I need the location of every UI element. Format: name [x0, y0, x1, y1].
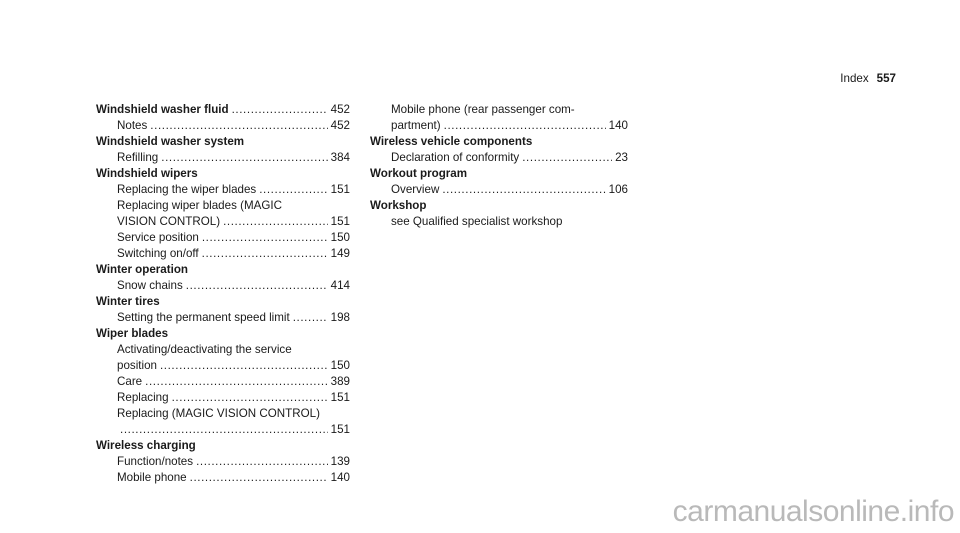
index-entry: [96, 230, 350, 246]
leader-dots: [190, 470, 328, 486]
index-entry-text: Switching on/off: [117, 247, 199, 260]
index-entry: [96, 390, 350, 406]
index-entry-text: Snow chains: [117, 279, 183, 292]
index-entry: [370, 150, 628, 166]
page-ref: 151: [330, 423, 350, 436]
page-ref: 106: [608, 183, 628, 196]
index-entry-text: VISION CONTROL): [117, 215, 221, 228]
index-entry: [96, 422, 350, 438]
leader-dots: [442, 182, 605, 198]
leader-dots: [186, 278, 328, 294]
page-ref: 151: [330, 215, 350, 228]
index-heading: Winter operation: [96, 263, 189, 276]
page-ref: 149: [330, 247, 350, 260]
page-ref: 198: [330, 311, 350, 324]
leader-dots: [232, 102, 328, 118]
index-heading: Workout program: [370, 167, 468, 180]
leader-dots: [196, 454, 328, 470]
index-heading: Windshield wipers: [96, 167, 198, 180]
leader-dots: [202, 230, 328, 246]
index-entry-text: Notes: [117, 119, 148, 132]
index-heading: Workshop: [370, 199, 427, 212]
index-entry-text: position: [117, 359, 157, 372]
index-entry: [370, 182, 628, 198]
leader-dots: [160, 358, 328, 374]
index-entry-text: Mobile phone (rear passenger com-: [391, 103, 575, 116]
index-entry: [96, 278, 350, 294]
index-entry: [96, 358, 350, 374]
leader-dots: [145, 374, 328, 390]
leader-dots: [444, 118, 606, 134]
index-heading: Windshield washer system: [96, 135, 245, 148]
index-column-right: [370, 102, 628, 230]
index-entry-text: Function/notes: [117, 455, 194, 468]
index-entry-text: Replacing (MAGIC VISION CONTROL): [117, 407, 320, 420]
index-entry-text: Setting the permanent speed limit: [117, 311, 290, 324]
index-entry-text: Replacing the wiper blades: [117, 183, 257, 196]
page-ref: 139: [330, 455, 350, 468]
page-ref: 150: [330, 359, 350, 372]
index-entry: [96, 118, 350, 134]
page-ref: 151: [330, 391, 350, 404]
page-number: 557: [876, 72, 896, 85]
index-heading: Winter tires: [96, 295, 160, 308]
index-entry: [96, 182, 350, 198]
index-heading: Wireless charging: [96, 439, 196, 452]
index-entry: [370, 118, 628, 134]
page-ref: 151: [330, 183, 350, 196]
watermark: carmanualsonline.info: [672, 495, 954, 528]
index-entry-text: Care: [117, 375, 143, 388]
index-entry-text: Mobile phone: [117, 471, 187, 484]
index-entry: [96, 374, 350, 390]
index-entry-text: Replacing wiper blades (MAGIC: [117, 199, 282, 212]
page-ref: 452: [330, 119, 350, 132]
index-column-left: [96, 102, 350, 486]
index-entry-text: Refilling: [117, 151, 159, 164]
page-ref: 414: [330, 279, 350, 292]
page-header: [840, 71, 896, 87]
index-heading-text: Windshield washer fluid: [96, 103, 229, 116]
leader-dots: [259, 182, 327, 198]
index-entry-text: see Qualified specialist workshop: [391, 215, 563, 228]
page-ref: 389: [330, 375, 350, 388]
index-entry: [96, 310, 350, 326]
index-heading: Wiper blades: [96, 327, 169, 340]
index-entry: [96, 470, 350, 486]
page-ref: 140: [330, 471, 350, 484]
index-entry-text: partment): [391, 119, 441, 132]
index-entry: [96, 246, 350, 262]
index-entry-text: Replacing: [117, 391, 169, 404]
index-entry: [96, 214, 350, 230]
leader-dots: [293, 310, 328, 326]
index-entry-text: Activating/deactivating the service: [117, 343, 292, 356]
leader-dots: [522, 150, 612, 166]
index-entry-text: Declaration of conformity: [391, 151, 520, 164]
leader-dots: [172, 390, 328, 406]
index-entry-text: Service position: [117, 231, 199, 244]
section-label: Index: [840, 72, 869, 85]
leader-dots: [202, 246, 328, 262]
leader-dots: [223, 214, 328, 230]
page-ref: 140: [608, 119, 628, 132]
index-heading: [96, 102, 350, 118]
leader-dots: [161, 150, 327, 166]
page-ref: 150: [330, 231, 350, 244]
leader-dots: [120, 422, 328, 438]
index-entry-text: Overview: [391, 183, 440, 196]
index-entry: [96, 150, 350, 166]
page-ref: 384: [330, 151, 350, 164]
leader-dots: [150, 118, 327, 134]
page-ref: 452: [330, 103, 350, 116]
index-heading: Wireless vehicle components: [370, 135, 533, 148]
index-entry: [96, 454, 350, 470]
page-ref: 23: [615, 151, 628, 164]
